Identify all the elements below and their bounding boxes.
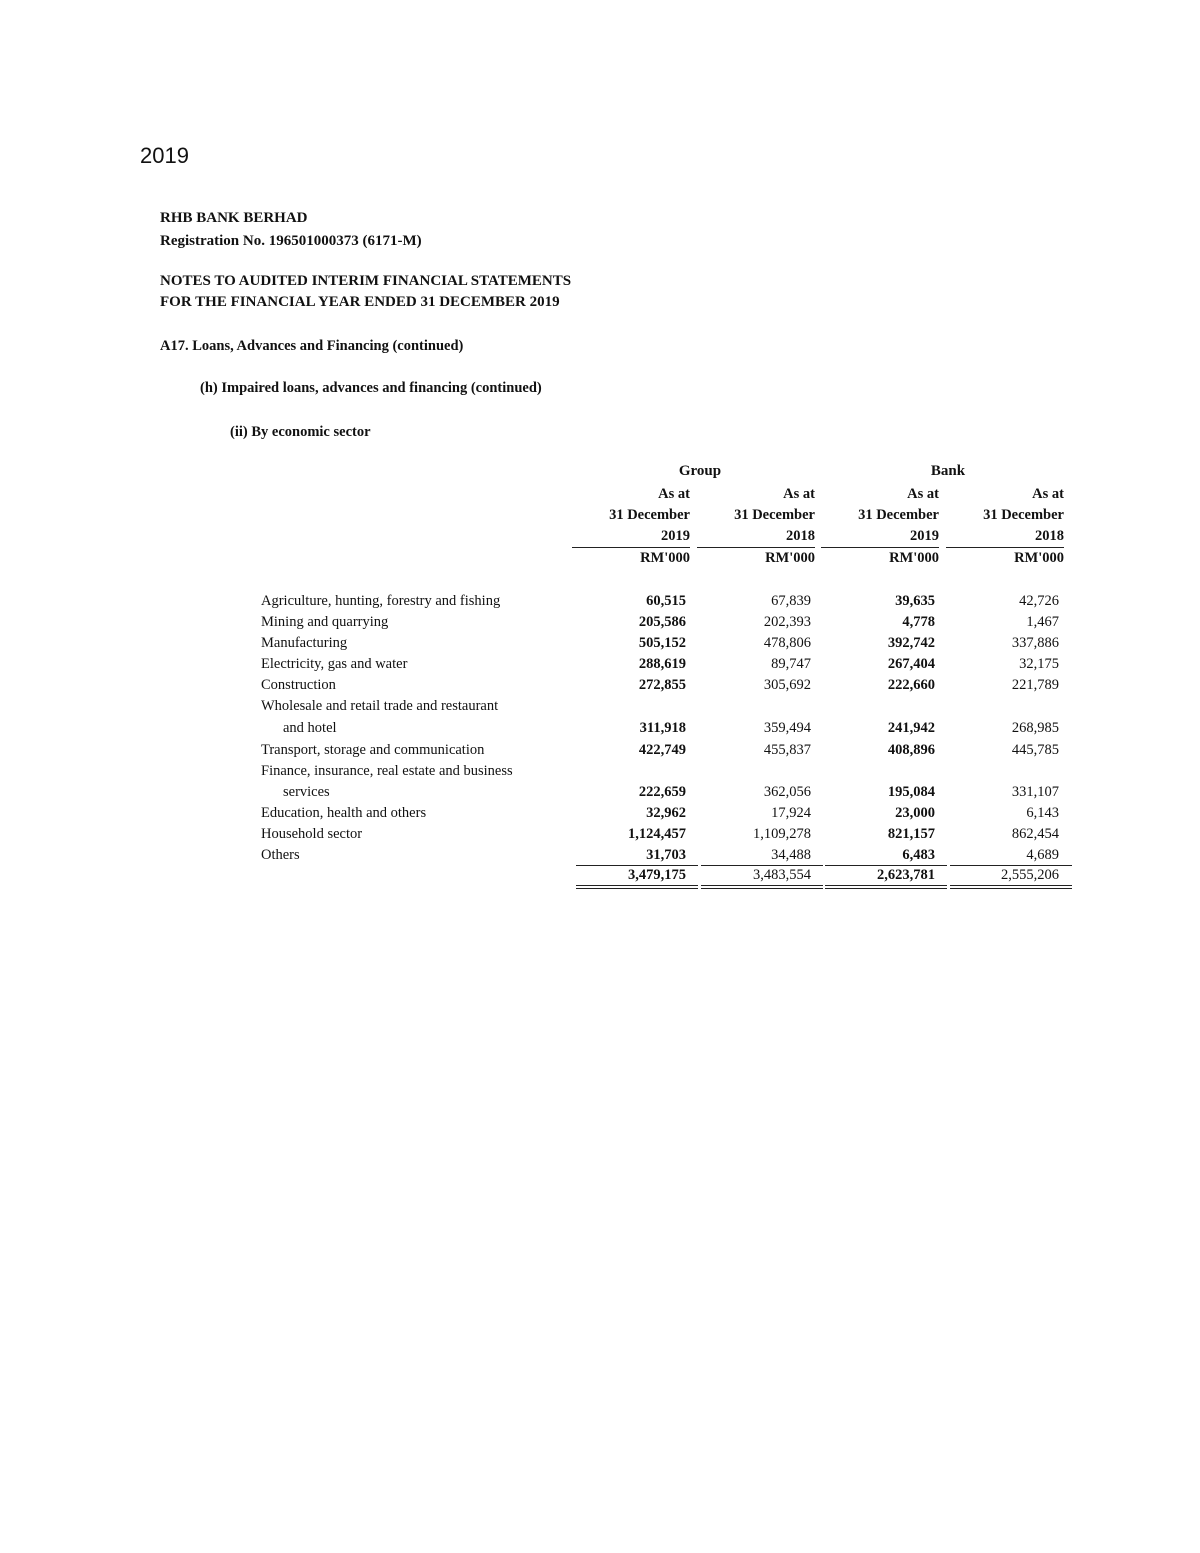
cell-bank-2018: 4,689 xyxy=(1026,847,1059,863)
cell-bank-2018: 32,175 xyxy=(1019,656,1059,672)
cell-bank-2019: 23,000 xyxy=(895,805,935,821)
cell-bank-2018: 337,886 xyxy=(1011,635,1059,651)
table-row-label-line xyxy=(0,761,1200,782)
column-year: 2018 xyxy=(946,526,1064,548)
column-as-at: As at xyxy=(658,486,690,502)
cell-bank-2018: 331,107 xyxy=(1011,784,1059,800)
cell-bank-2018: 268,985 xyxy=(1011,720,1059,736)
cell-bank-2019: 821,157 xyxy=(887,826,935,842)
row-label: Construction xyxy=(261,677,336,693)
column-header xyxy=(697,484,815,569)
cell-bank-2019: 195,084 xyxy=(887,784,935,800)
column-date: 31 December xyxy=(858,507,939,523)
column-unit: RM'000 xyxy=(640,550,690,566)
row-label: Others xyxy=(261,847,300,863)
column-unit: RM'000 xyxy=(1014,550,1064,566)
cell-bank-2019: 267,404 xyxy=(887,656,935,672)
total-double-rule xyxy=(825,885,947,889)
bank-name: RHB BANK BERHAD xyxy=(160,210,308,226)
column-year: 2018 xyxy=(697,526,815,548)
cell-group-2019: 1,124,457 xyxy=(628,826,686,842)
cell-bank-2018: 1,467 xyxy=(1026,614,1059,630)
cell-group-2018: 359,494 xyxy=(763,720,811,736)
cell-group-2018: 362,056 xyxy=(763,784,811,800)
cell-group-2019: 272,855 xyxy=(638,677,686,693)
cell-group-2018: 67,839 xyxy=(771,593,811,609)
table-row xyxy=(0,782,1200,803)
total-bank-2019: 2,623,781 xyxy=(877,867,935,883)
cell-bank-2018: 6,143 xyxy=(1026,805,1059,821)
column-header xyxy=(572,484,690,569)
cell-group-2018: 455,837 xyxy=(763,742,811,758)
column-date: 31 December xyxy=(609,507,690,523)
row-label: Manufacturing xyxy=(261,635,348,651)
cell-group-2018: 305,692 xyxy=(763,677,811,693)
column-as-at: As at xyxy=(783,486,815,502)
total-double-rule xyxy=(950,885,1072,889)
cell-bank-2019: 6,483 xyxy=(902,847,935,863)
table-total-row xyxy=(0,865,1200,886)
column-as-at: As at xyxy=(1032,486,1064,502)
total-double-rule xyxy=(701,885,823,889)
column-header xyxy=(946,484,1064,569)
cell-group-2019: 422,749 xyxy=(638,742,686,758)
row-label-continued: services xyxy=(283,784,330,800)
table-row xyxy=(0,591,1200,612)
total-group-2018: 3,483,554 xyxy=(753,867,811,883)
row-label: Finance, insurance, real estate and business xyxy=(261,763,513,779)
table-row xyxy=(0,845,1200,866)
column-unit: RM'000 xyxy=(765,550,815,566)
section-heading: A17. Loans, Advances and Financing (continued) xyxy=(160,338,464,354)
column-as-at: As at xyxy=(907,486,939,502)
page-year-tag: 2019 xyxy=(140,143,189,168)
column-header xyxy=(821,484,939,569)
cell-group-2019: 60,515 xyxy=(646,593,686,609)
cell-group-2019: 222,659 xyxy=(638,784,686,800)
cell-bank-2019: 39,635 xyxy=(895,593,935,609)
column-year: 2019 xyxy=(821,526,939,548)
cell-bank-2019: 241,942 xyxy=(887,720,935,736)
cell-group-2019: 311,918 xyxy=(639,720,686,736)
cell-group-2019: 205,586 xyxy=(638,614,686,630)
total-group-2019: 3,479,175 xyxy=(628,867,686,883)
cell-group-2018: 202,393 xyxy=(763,614,811,630)
table-row xyxy=(0,633,1200,654)
table-row xyxy=(0,740,1200,761)
table-row xyxy=(0,803,1200,824)
cell-group-2018: 478,806 xyxy=(763,635,811,651)
cell-group-2018: 1,109,278 xyxy=(753,826,811,842)
table-row xyxy=(0,718,1200,739)
registration-number: Registration No. 196501000373 (6171-M) xyxy=(160,233,422,249)
row-label: Education, health and others xyxy=(261,805,427,821)
notes-period: FOR THE FINANCIAL YEAR ENDED 31 DECEMBER 2019 xyxy=(160,294,560,310)
row-label: Wholesale and retail trade and restaurant xyxy=(261,698,499,714)
cell-bank-2019: 392,742 xyxy=(887,635,935,651)
row-label: Agriculture, hunting, forestry and fishing xyxy=(261,593,501,609)
row-label: Transport, storage and communication xyxy=(261,742,485,758)
row-label: Household sector xyxy=(261,826,363,842)
cell-bank-2018: 42,726 xyxy=(1019,593,1059,609)
total-double-rule xyxy=(576,885,698,889)
row-label: Mining and quarrying xyxy=(261,614,389,630)
cell-group-2019: 31,703 xyxy=(646,847,686,863)
cell-bank-2018: 221,789 xyxy=(1011,677,1059,693)
group-column-heading: Group xyxy=(678,463,722,479)
cell-bank-2019: 222,660 xyxy=(887,677,935,693)
cell-group-2019: 32,962 xyxy=(646,805,686,821)
row-label-continued: and hotel xyxy=(283,720,337,736)
subsection-heading: (h) Impaired loans, advances and financing (continued) xyxy=(200,380,542,396)
table-row xyxy=(0,612,1200,633)
column-date: 31 December xyxy=(983,507,1064,523)
cell-group-2019: 505,152 xyxy=(638,635,686,651)
notes-title: NOTES TO AUDITED INTERIM FINANCIAL STATEMENTS xyxy=(160,273,572,289)
table-row-label-line xyxy=(0,696,1200,717)
column-date: 31 December xyxy=(734,507,815,523)
column-year: 2019 xyxy=(572,526,690,548)
total-bank-2018: 2,555,206 xyxy=(1001,867,1059,883)
row-label: Electricity, gas and water xyxy=(261,656,408,672)
cell-bank-2019: 4,778 xyxy=(902,614,935,630)
cell-bank-2018: 445,785 xyxy=(1011,742,1059,758)
table-row xyxy=(0,675,1200,696)
table-row xyxy=(0,824,1200,845)
cell-group-2018: 89,747 xyxy=(771,656,811,672)
cell-group-2018: 17,924 xyxy=(771,805,811,821)
cell-bank-2019: 408,896 xyxy=(887,742,935,758)
column-unit: RM'000 xyxy=(889,550,939,566)
cell-group-2019: 288,619 xyxy=(638,656,686,672)
subsubsection-heading: (ii) By economic sector xyxy=(230,424,371,440)
bank-column-heading: Bank xyxy=(930,463,966,479)
cell-group-2018: 34,488 xyxy=(771,847,811,863)
cell-bank-2018: 862,454 xyxy=(1011,826,1059,842)
table-row xyxy=(0,654,1200,675)
